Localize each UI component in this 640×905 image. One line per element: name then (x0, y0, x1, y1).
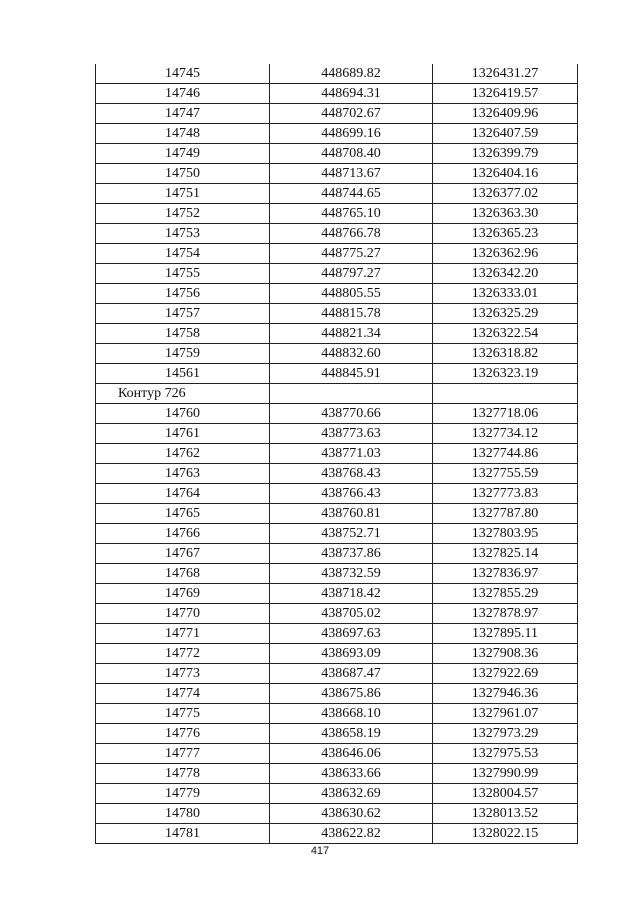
x-coordinate-cell: 448744.65 (270, 184, 433, 204)
x-coordinate-cell: 438675.86 (270, 684, 433, 704)
point-number-cell: 14771 (96, 624, 270, 644)
y-coordinate-cell: 1327773.83 (433, 484, 578, 504)
point-number-cell: 14781 (96, 824, 270, 844)
y-coordinate-cell: 1326325.29 (433, 304, 578, 324)
x-coordinate-cell: 438705.02 (270, 604, 433, 624)
y-coordinate-cell: 1326323.19 (433, 364, 578, 384)
point-number-cell: 14765 (96, 504, 270, 524)
y-coordinate-cell: 1327946.36 (433, 684, 578, 704)
x-coordinate-cell: 448689.82 (270, 64, 433, 84)
table-row (96, 444, 578, 464)
y-coordinate-cell: 1327855.29 (433, 584, 578, 604)
x-coordinate-cell: 438766.43 (270, 484, 433, 504)
table-row (96, 264, 578, 284)
point-number-cell: 14768 (96, 564, 270, 584)
x-coordinate-cell: 438622.82 (270, 824, 433, 844)
point-number-cell: 14561 (96, 364, 270, 384)
table-row (96, 564, 578, 584)
table-row (96, 124, 578, 144)
x-coordinate-cell: 448845.91 (270, 364, 433, 384)
table-row (96, 524, 578, 544)
point-number-cell: 14755 (96, 264, 270, 284)
table-row (96, 504, 578, 524)
y-coordinate-cell: 1326333.01 (433, 284, 578, 304)
x-coordinate-cell: 438770.66 (270, 404, 433, 424)
x-coordinate-cell: 438771.03 (270, 444, 433, 464)
x-coordinate-cell: 438633.66 (270, 764, 433, 784)
table-row (96, 544, 578, 564)
y-coordinate-cell: 1326342.20 (433, 264, 578, 284)
point-number-cell: 14746 (96, 84, 270, 104)
y-coordinate-cell: 1326409.96 (433, 104, 578, 124)
table-row (96, 664, 578, 684)
x-coordinate-cell: 448832.60 (270, 344, 433, 364)
y-coordinate-cell: 1327975.53 (433, 744, 578, 764)
contour-header-row (96, 384, 578, 404)
y-coordinate-cell: 1327973.29 (433, 724, 578, 744)
y-coordinate-cell: 1327744.86 (433, 444, 578, 464)
coordinate-sheet (95, 64, 577, 844)
table-row (96, 584, 578, 604)
table-row (96, 484, 578, 504)
x-coordinate-cell: 438737.86 (270, 544, 433, 564)
table-row (96, 64, 578, 84)
y-coordinate-cell: 1327787.80 (433, 504, 578, 524)
point-number-cell: 14767 (96, 544, 270, 564)
x-coordinate-cell: 448765.10 (270, 204, 433, 224)
point-number-cell: 14772 (96, 644, 270, 664)
y-coordinate-cell: 1326362.96 (433, 244, 578, 264)
y-coordinate-cell: 1327961.07 (433, 704, 578, 724)
point-number-cell: 14753 (96, 224, 270, 244)
x-coordinate-cell: 438693.09 (270, 644, 433, 664)
table-row (96, 284, 578, 304)
contour-label: Контур 726 (96, 384, 270, 404)
table-row (96, 464, 578, 484)
y-coordinate-cell: 1327878.97 (433, 604, 578, 624)
table-row (96, 764, 578, 784)
table-row (96, 424, 578, 444)
point-number-cell: 14760 (96, 404, 270, 424)
y-coordinate-cell: 1326322.54 (433, 324, 578, 344)
x-coordinate-cell: 448694.31 (270, 84, 433, 104)
x-coordinate-cell: 438760.81 (270, 504, 433, 524)
point-number-cell: 14751 (96, 184, 270, 204)
point-number-cell: 14769 (96, 584, 270, 604)
table-row (96, 824, 578, 844)
x-coordinate-cell: 448815.78 (270, 304, 433, 324)
point-number-cell: 14777 (96, 744, 270, 764)
y-coordinate-cell: 1326377.02 (433, 184, 578, 204)
x-coordinate-cell: 438718.42 (270, 584, 433, 604)
point-number-cell: 14773 (96, 664, 270, 684)
y-coordinate-cell: 1327755.59 (433, 464, 578, 484)
y-coordinate-cell: 1327836.97 (433, 564, 578, 584)
point-number-cell: 14763 (96, 464, 270, 484)
table-row (96, 184, 578, 204)
table-row (96, 104, 578, 124)
table-row (96, 724, 578, 744)
y-coordinate-cell: 1326399.79 (433, 144, 578, 164)
x-coordinate-cell: 438668.10 (270, 704, 433, 724)
y-coordinate-cell: 1327990.99 (433, 764, 578, 784)
coordinates-table (95, 64, 578, 844)
x-coordinate-cell: 448702.67 (270, 104, 433, 124)
point-number-cell: 14779 (96, 784, 270, 804)
point-number-cell: 14745 (96, 64, 270, 84)
table-row (96, 644, 578, 664)
point-number-cell: 14780 (96, 804, 270, 824)
x-coordinate-cell: 438630.62 (270, 804, 433, 824)
x-coordinate-cell: 438697.63 (270, 624, 433, 644)
empty-cell (270, 384, 433, 404)
x-coordinate-cell: 438687.47 (270, 664, 433, 684)
point-number-cell: 14778 (96, 764, 270, 784)
table-row (96, 404, 578, 424)
x-coordinate-cell: 438632.69 (270, 784, 433, 804)
y-coordinate-cell: 1326318.82 (433, 344, 578, 364)
x-coordinate-cell: 448699.16 (270, 124, 433, 144)
y-coordinate-cell: 1327803.95 (433, 524, 578, 544)
point-number-cell: 14749 (96, 144, 270, 164)
point-number-cell: 14752 (96, 204, 270, 224)
point-number-cell: 14756 (96, 284, 270, 304)
table-row (96, 304, 578, 324)
coordinates-table-body (96, 64, 578, 844)
table-row (96, 704, 578, 724)
x-coordinate-cell: 448775.27 (270, 244, 433, 264)
x-coordinate-cell: 448708.40 (270, 144, 433, 164)
table-row (96, 224, 578, 244)
table-row (96, 744, 578, 764)
y-coordinate-cell: 1328004.57 (433, 784, 578, 804)
point-number-cell: 14775 (96, 704, 270, 724)
point-number-cell: 14759 (96, 344, 270, 364)
y-coordinate-cell: 1326365.23 (433, 224, 578, 244)
table-row (96, 784, 578, 804)
point-number-cell: 14757 (96, 304, 270, 324)
point-number-cell: 14766 (96, 524, 270, 544)
x-coordinate-cell: 448805.55 (270, 284, 433, 304)
y-coordinate-cell: 1327718.06 (433, 404, 578, 424)
x-coordinate-cell: 438773.63 (270, 424, 433, 444)
table-row (96, 144, 578, 164)
y-coordinate-cell: 1327825.14 (433, 544, 578, 564)
point-number-cell: 14776 (96, 724, 270, 744)
point-number-cell: 14754 (96, 244, 270, 264)
point-number-cell: 14748 (96, 124, 270, 144)
y-coordinate-cell: 1326404.16 (433, 164, 578, 184)
point-number-cell: 14764 (96, 484, 270, 504)
point-number-cell: 14747 (96, 104, 270, 124)
x-coordinate-cell: 448797.27 (270, 264, 433, 284)
table-row (96, 684, 578, 704)
table-row (96, 244, 578, 264)
y-coordinate-cell: 1327734.12 (433, 424, 578, 444)
table-row (96, 84, 578, 104)
point-number-cell: 14750 (96, 164, 270, 184)
table-row (96, 364, 578, 384)
table-row (96, 164, 578, 184)
table-row (96, 204, 578, 224)
y-coordinate-cell: 1326407.59 (433, 124, 578, 144)
x-coordinate-cell: 438752.71 (270, 524, 433, 544)
y-coordinate-cell: 1327922.69 (433, 664, 578, 684)
point-number-cell: 14761 (96, 424, 270, 444)
y-coordinate-cell: 1327895.11 (433, 624, 578, 644)
table-row (96, 624, 578, 644)
x-coordinate-cell: 438658.19 (270, 724, 433, 744)
x-coordinate-cell: 438768.43 (270, 464, 433, 484)
x-coordinate-cell: 448713.67 (270, 164, 433, 184)
point-number-cell: 14758 (96, 324, 270, 344)
table-row (96, 804, 578, 824)
y-coordinate-cell: 1326431.27 (433, 64, 578, 84)
point-number-cell: 14770 (96, 604, 270, 624)
table-row (96, 344, 578, 364)
empty-cell (433, 384, 578, 404)
x-coordinate-cell: 448821.34 (270, 324, 433, 344)
y-coordinate-cell: 1326419.57 (433, 84, 578, 104)
point-number-cell: 14762 (96, 444, 270, 464)
y-coordinate-cell: 1326363.30 (433, 204, 578, 224)
table-row (96, 604, 578, 624)
x-coordinate-cell: 448766.78 (270, 224, 433, 244)
x-coordinate-cell: 438732.59 (270, 564, 433, 584)
page-number: 417 (310, 845, 330, 857)
y-coordinate-cell: 1328022.15 (433, 824, 578, 844)
point-number-cell: 14774 (96, 684, 270, 704)
x-coordinate-cell: 438646.06 (270, 744, 433, 764)
y-coordinate-cell: 1328013.52 (433, 804, 578, 824)
table-row (96, 324, 578, 344)
y-coordinate-cell: 1327908.36 (433, 644, 578, 664)
